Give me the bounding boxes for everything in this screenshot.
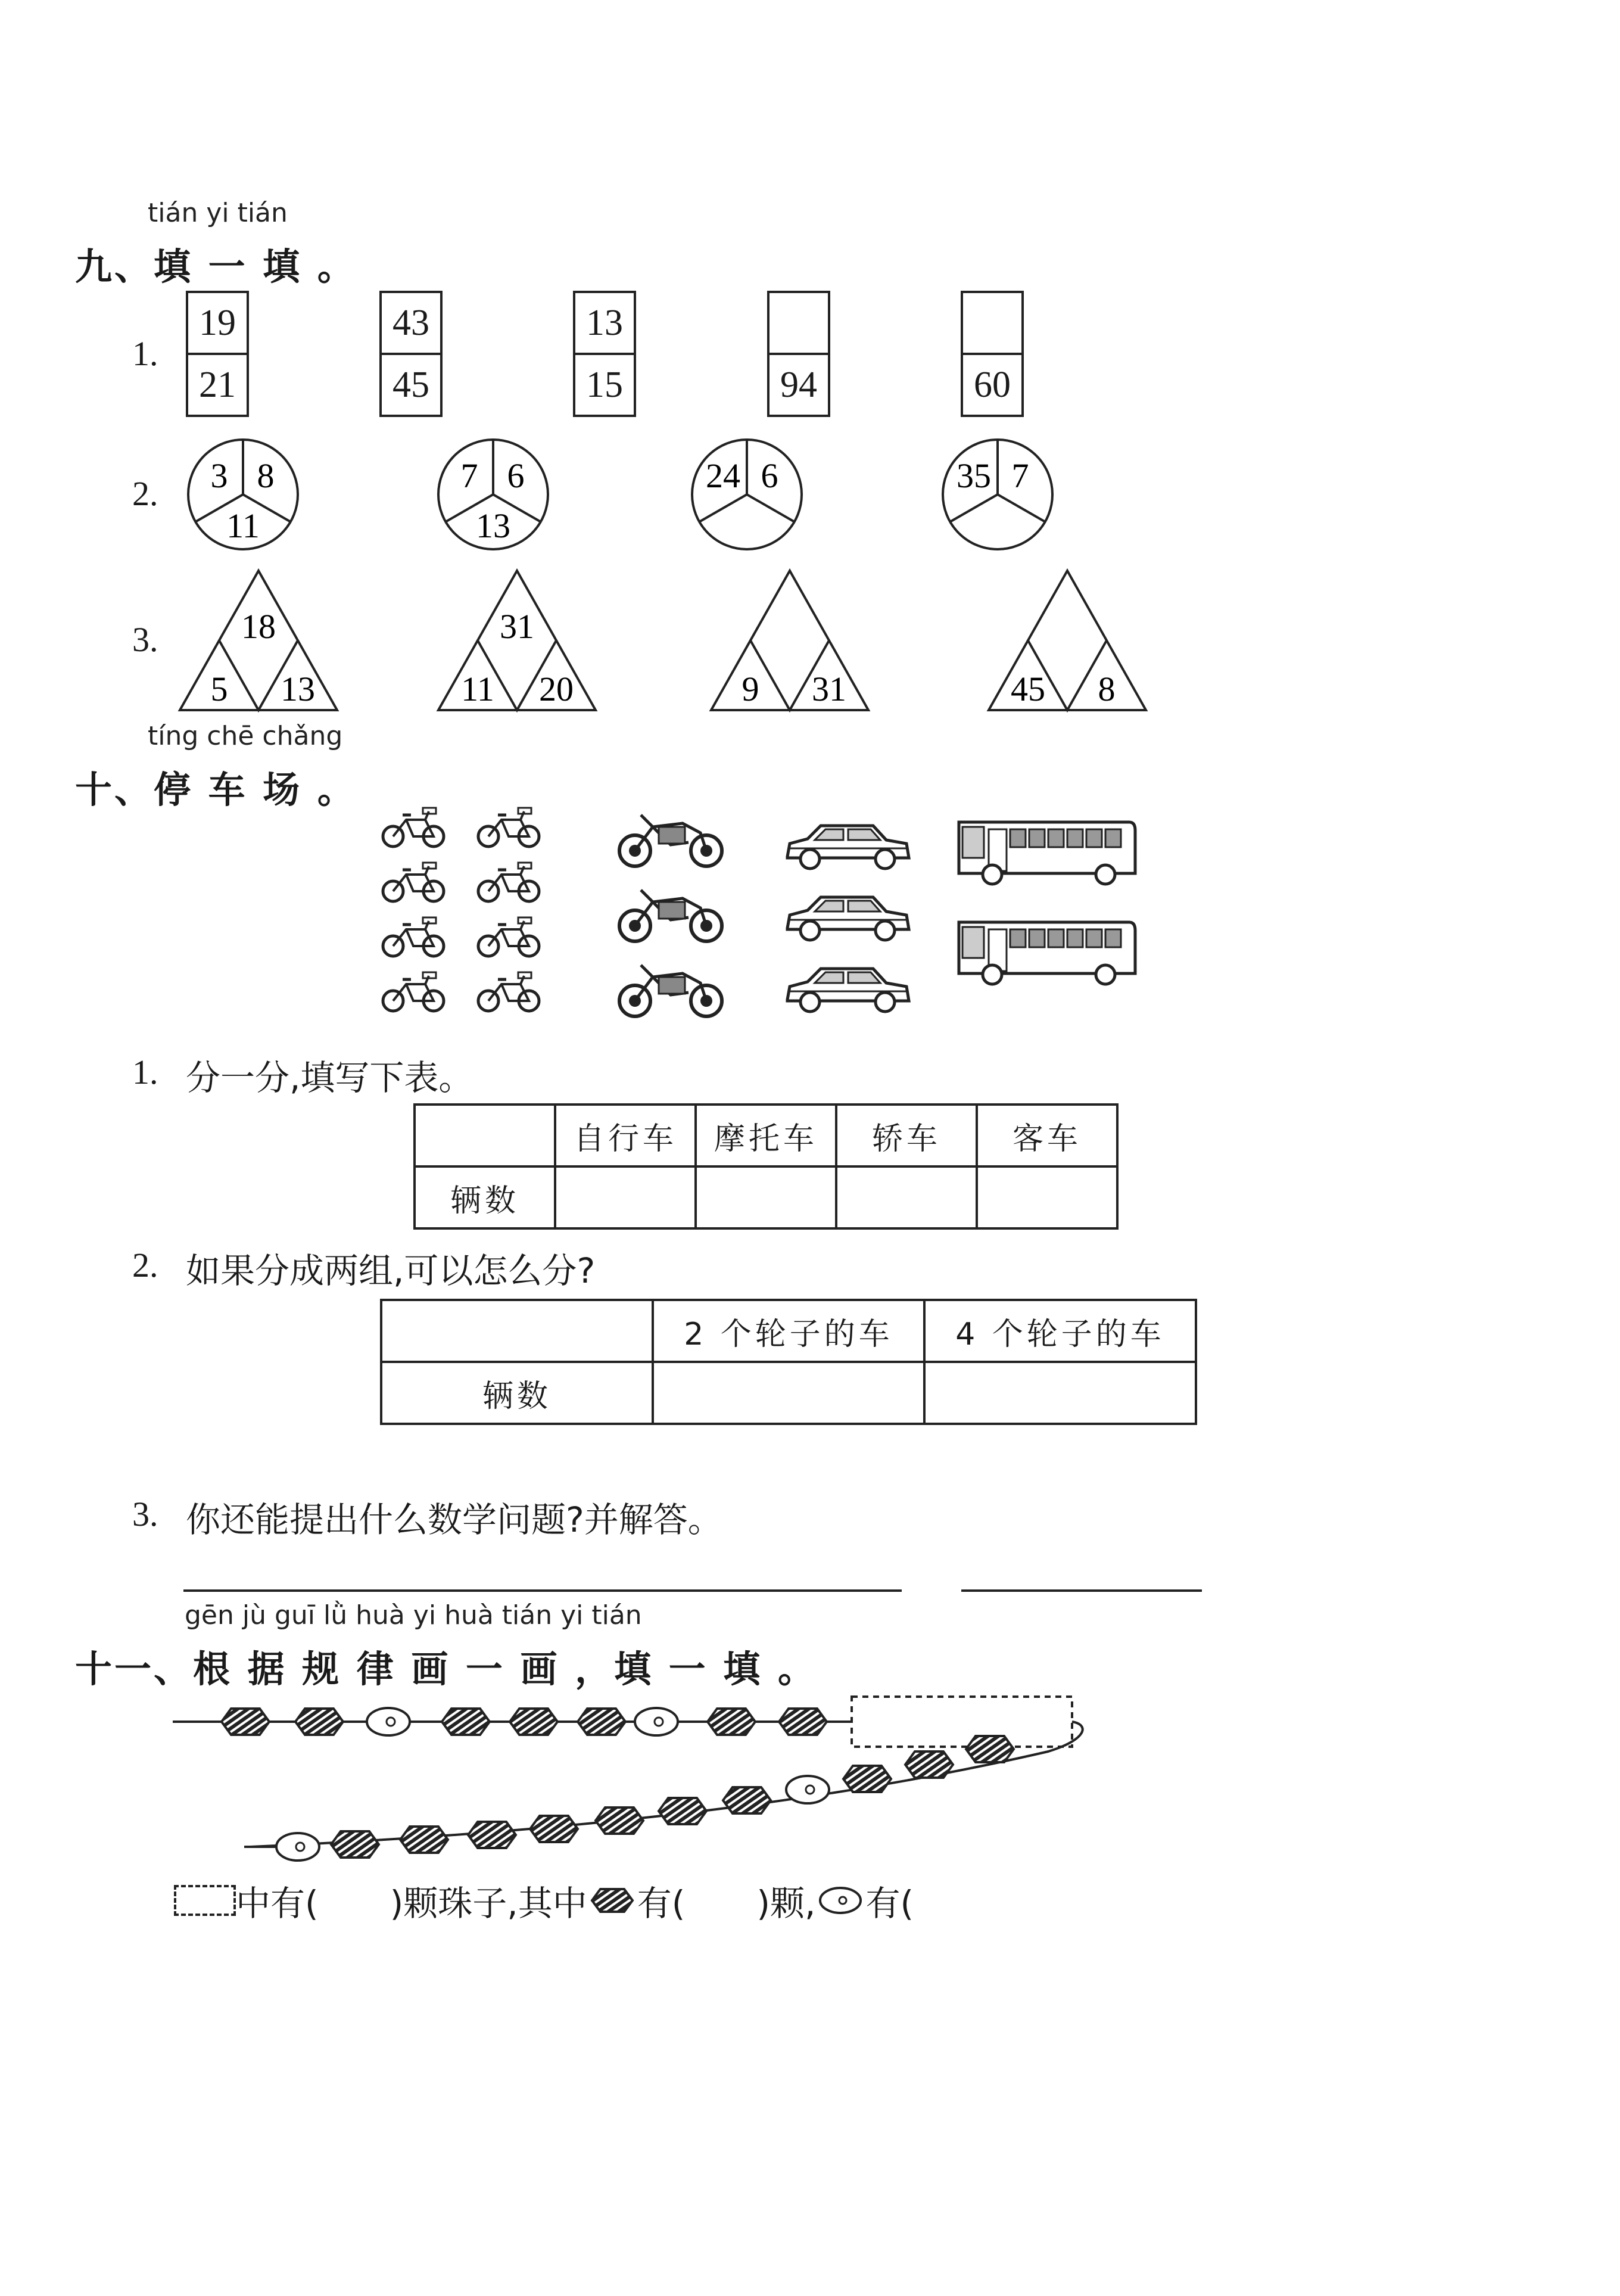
q10-2-label: 2. xyxy=(132,1246,158,1284)
hatched-bead xyxy=(723,1787,771,1813)
number-box-top: 13 xyxy=(586,302,623,343)
hatched-bead xyxy=(596,1807,643,1834)
bicycle-icon xyxy=(383,863,444,901)
number-box-bottom: 45 xyxy=(382,353,440,415)
hatched-bead xyxy=(530,1816,578,1842)
hatched-bead xyxy=(708,1709,755,1735)
bicycle-icon xyxy=(383,917,444,956)
answer-line-answer[interactable] xyxy=(961,1589,1202,1592)
bicycle-icon xyxy=(383,972,444,1011)
car-icon xyxy=(787,897,909,940)
q9-2-label: 2. xyxy=(132,474,158,513)
answer-cell-two-wheels[interactable] xyxy=(653,1362,924,1424)
split-circles xyxy=(0,0,1620,745)
white-bead xyxy=(276,1833,319,1861)
q10-3-label: 3. xyxy=(132,1495,158,1533)
header-four-wheels: 4 个轮子的车 xyxy=(924,1300,1196,1362)
bicycle-icon xyxy=(478,917,539,956)
number-box-top: 43 xyxy=(392,302,429,343)
answer-cell-motorcycle[interactable] xyxy=(696,1166,836,1228)
header-bicycle: 自行车 xyxy=(555,1105,696,1166)
hatched-bead xyxy=(843,1766,891,1792)
q10-3-text: 你还能提出什么数学问题?并解答。 xyxy=(186,1499,722,1540)
triangle-number-left: 5 xyxy=(210,670,228,708)
sentence-part-3: 有( xyxy=(637,1883,686,1924)
sentence-part-1: 中有( xyxy=(236,1883,319,1924)
parking-lot-image xyxy=(381,804,1144,1037)
circle-number-left: 24 xyxy=(706,456,740,495)
white-bead xyxy=(367,1708,410,1735)
bus-icon xyxy=(959,922,1135,984)
triangle-number-left: 45 xyxy=(1011,670,1045,708)
wheel-group-table xyxy=(380,1299,1197,1425)
circle-number-bottom: 11 xyxy=(226,506,260,545)
number-box-bottom: 15 xyxy=(575,353,634,415)
circle-number-right: 7 xyxy=(1011,456,1029,495)
motorcycle-icon xyxy=(619,890,722,941)
circle-number-right: 6 xyxy=(761,456,778,495)
car-icon xyxy=(787,826,909,869)
answer-cell-bus[interactable] xyxy=(977,1166,1117,1228)
section9-title: 九、填 一 填 。 xyxy=(75,245,357,288)
hatched-bead xyxy=(222,1709,269,1735)
white-bead xyxy=(635,1708,678,1735)
circle-number-left: 3 xyxy=(210,456,228,495)
triangle-number-right: 8 xyxy=(1098,670,1116,708)
bead-string-pattern xyxy=(0,1668,1620,1883)
bicycle-icon xyxy=(478,808,539,847)
triangle-number-top: 18 xyxy=(241,607,276,646)
answer-cell-car[interactable] xyxy=(836,1166,977,1228)
section9-pinyin: tián yi tián xyxy=(148,198,288,228)
sentence-part-4: )颗, xyxy=(756,1883,816,1924)
circle-number-left: 35 xyxy=(957,456,991,495)
header-motorcycle: 摩托车 xyxy=(696,1105,836,1166)
row-label-count: 辆数 xyxy=(381,1362,653,1424)
hatched-bead xyxy=(510,1709,557,1735)
hatched-bead xyxy=(295,1709,343,1735)
header-car: 轿车 xyxy=(836,1105,977,1166)
q10-1-label: 1. xyxy=(132,1053,158,1091)
circle-number-right: 8 xyxy=(257,456,275,495)
lower-string xyxy=(250,1722,1083,1847)
number-box-top: 19 xyxy=(199,302,236,343)
section11-title: 十一、根 据 规 律 画 一 画 ，填 一 填 。 xyxy=(75,1647,817,1691)
q10-2-text: 如果分成两组,可以怎么分? xyxy=(186,1250,596,1291)
triangle-number-right: 20 xyxy=(539,670,574,708)
circle-number-right: 6 xyxy=(507,456,525,495)
q9-3-label: 3. xyxy=(132,620,158,659)
answer-cell-four-wheels[interactable] xyxy=(924,1362,1196,1424)
hatched-bead-icon xyxy=(588,1886,636,1915)
car-icon xyxy=(787,969,909,1012)
circle-number-left: 7 xyxy=(460,456,478,495)
blank-dashed-box[interactable] xyxy=(852,1697,1072,1747)
table-corner xyxy=(381,1300,653,1362)
dashed-box-icon xyxy=(174,1885,236,1916)
motorcycle-icon xyxy=(619,965,722,1016)
row-label-count: 辆数 xyxy=(415,1166,555,1228)
bicycle-icon xyxy=(478,863,539,901)
section10-pinyin: tíng chē chǎng xyxy=(148,721,343,751)
table-corner xyxy=(415,1105,555,1166)
motorcycle-icon xyxy=(619,815,722,866)
hatched-bead xyxy=(331,1831,379,1858)
triangle-number-right: 13 xyxy=(281,670,315,708)
bus-icon xyxy=(959,822,1135,884)
answer-cell-bicycle[interactable] xyxy=(555,1166,696,1228)
white-bead xyxy=(786,1776,829,1803)
sentence-part-2: )颗珠子,其中 xyxy=(390,1883,587,1924)
hatched-bead xyxy=(779,1709,827,1735)
hatched-bead xyxy=(468,1822,516,1848)
triangle-number-left: 11 xyxy=(461,670,494,708)
bead-question-sentence xyxy=(174,1875,914,1925)
hatched-bead xyxy=(578,1709,625,1735)
circle-number-bottom: 13 xyxy=(476,506,510,545)
white-bead-icon xyxy=(817,1886,864,1915)
triangle-number-left: 9 xyxy=(742,670,759,708)
triangle-number-right: 31 xyxy=(812,670,846,708)
q9-1-label: 1. xyxy=(132,334,158,373)
hatched-bead xyxy=(442,1709,490,1735)
section10-title: 十、停 车 场 。 xyxy=(75,768,357,811)
section11-pinyin: gēn jù guī lǜ huà yi huà tián yi tián xyxy=(185,1600,642,1631)
number-box-bottom: 21 xyxy=(188,353,247,415)
vehicle-count-table xyxy=(413,1103,1119,1230)
number-box-bottom: 94 xyxy=(770,353,828,415)
hatched-bead xyxy=(400,1827,448,1853)
answer-line-question[interactable] xyxy=(183,1589,902,1592)
header-bus: 客车 xyxy=(977,1105,1117,1166)
sentence-part-5: 有( xyxy=(865,1883,914,1924)
hatched-bead xyxy=(905,1751,953,1778)
bicycle-icon xyxy=(383,808,444,847)
q10-1-text: 分一分,填写下表。 xyxy=(186,1057,473,1098)
bicycle-icon xyxy=(478,972,539,1011)
hatched-bead xyxy=(966,1736,1014,1762)
triangle-number-top: 31 xyxy=(500,607,534,646)
header-two-wheels: 2 个轮子的车 xyxy=(653,1300,924,1362)
number-box-bottom: 60 xyxy=(963,353,1021,415)
hatched-bead xyxy=(659,1798,706,1824)
